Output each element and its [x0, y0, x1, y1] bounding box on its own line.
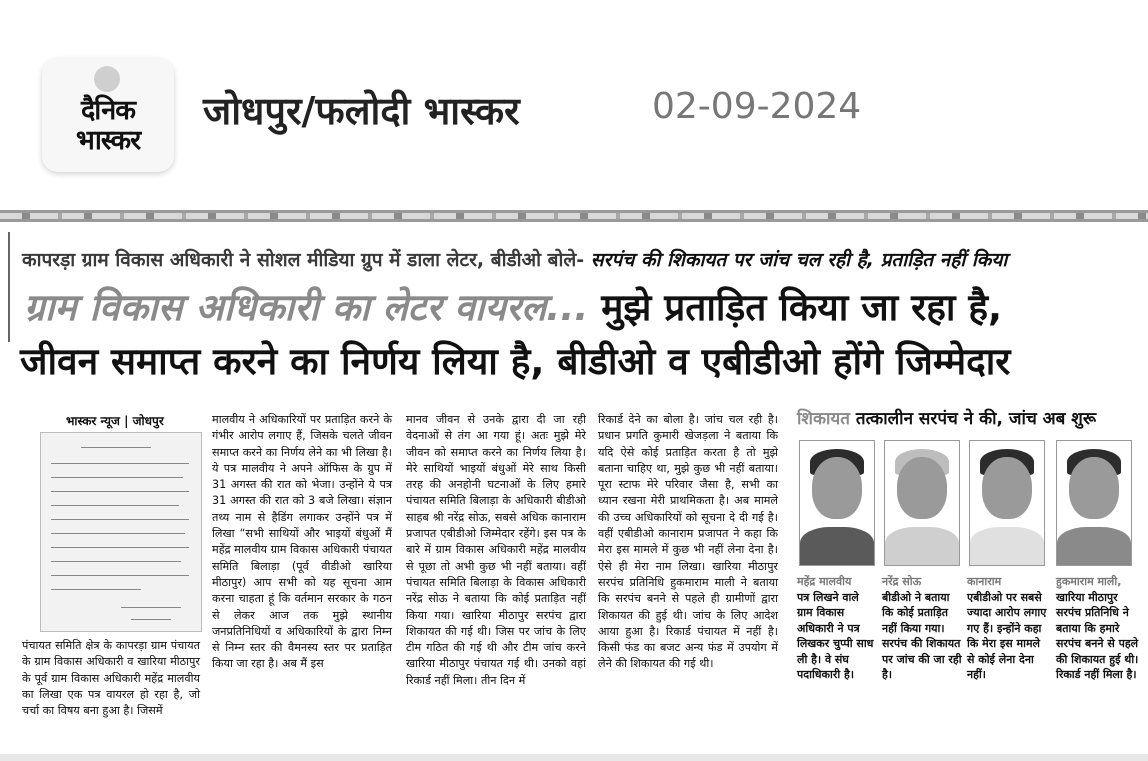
person-photo-icon	[1056, 440, 1132, 566]
person-caption	[882, 574, 962, 683]
sidebar-heading-dark: तत्कालीन सरपंच ने की, जांच अब शुरू	[849, 409, 1097, 429]
article-column-1: पंचायत समिति क्षेत्र के कापरड़ा ग्राम पंचायत के ग्राम विकास अधिकारी व खारिया मीठापुर के पूर्व ग्राम विकास अधिकारी महेंद्र मालवीय का लिखा एक पत्र वायरल हो रहा है, जो चर्चा का विषय बना हुआ है। जिसमें	[22, 639, 200, 718]
publication-name: जोधपुर/फलोदी भास्कर	[203, 89, 520, 133]
page-bottom-strip	[0, 754, 1148, 761]
headline-line-1	[24, 284, 1136, 332]
person-caption	[1056, 574, 1142, 683]
margin-rule	[8, 232, 10, 342]
person-text: बीडीओ ने बताया कि कोई प्रताड़ित नहीं किया गया। सरपंच की शिकायत पर जांच की जा रही है।	[882, 590, 962, 681]
kicker-lead: कापरड़ा ग्राम विकास अधिकारी ने सोशल मीडिया ग्रुप में डाला लेटर, बीडीओ बोले-	[22, 249, 585, 271]
sidebar-heading	[797, 406, 1096, 429]
publication-logo	[42, 58, 174, 172]
kicker	[22, 246, 1132, 272]
person-name: नरेंद्र सोऊ	[882, 575, 922, 588]
article-column-4: रिकार्ड देने का बोला है। जांच चल रही है। प्रधान प्रगति कुमारी खेजड़ला ने बताया कि यदि ऐसे कोई प्रताड़ित करता है तो मुझे बताना चाहिए था, मुझे कुछ भी नहीं बताया। पूरा स्टाफ मेरे परिवार जैसा है, सभी का ध्यान रखना मेरी प्राथमिकता है। अब मामले की उच्च अधिकारियों को सूचना दे दी गई है। वहीं एबीडीओ कानाराम प्रजापत ने कहा कि मेरा इस मामले में कुछ भी नहीं लेना देना है। ऐसे ही मेरा नाम लिखा। खारिया मीठापुर सरपंच प्रतिनिधि हुकमाराम माली ने बताया कि सरपंच बनने से पहले ही ग्रामीणों द्वारा शिकायत की हुई थी। जांच के लिए आदेश आया हुआ है। रिकार्ड पंचायत में नहीं है। किसी फंड का बजट अन्य फंड में उपयोग में लेने की शिकायत की गई थी।	[598, 413, 778, 671]
person-caption	[967, 574, 1047, 683]
page-strip-pattern	[0, 213, 1148, 219]
person-name: कानाराम	[967, 575, 1002, 588]
person-photo-icon	[969, 440, 1045, 566]
logo-line-1: दैनिक	[80, 95, 136, 126]
logo-dot-icon	[94, 66, 120, 92]
person-text: खारिया मीठापुर सरपंच प्रतिनिधि ने बताया कि हमारे सरपंच बनने से पहले की शिकायत हुई थी। रिकार्ड नहीं मिला है।	[1056, 590, 1139, 681]
person-text: पत्र लिखने वाले ग्राम विकास अधिकारी ने पत्र लिखकर चुप्पी साध ली है। वे संघ पदाधिकारी है।	[797, 590, 874, 681]
headline-line-2: जीवन समाप्त करने का निर्णय लिया है, बीडीओ व एबीडीओ होंगे जिम्मेदार	[20, 340, 1011, 383]
person-name: महेंद्र मालवीय	[797, 575, 852, 588]
logo-line-2: भास्कर	[75, 125, 141, 156]
person-caption	[797, 574, 877, 683]
headline-dark: मुझे प्रताड़ित किया जा रहा है,	[588, 286, 1003, 329]
article-column-3: मानव जीवन से उनके द्वारा दी जा रही वेदनाओं से तंग आ गया हूं। अतः मुझे मेरे जीवन को समाप्त करने का निर्णय लिया है। मेरे साथियों भाइयों बंधुओं मेरे साथ किसी तरह की अनहोनी घटनाओं के लिए हमारे पंचायत समिति बिलाड़ा के अधिकारी बीडीओ साहब श्री नरेंद्र सोऊ, सबसे अधिक कानाराम प्रजापत एबीडीओ जिम्मेदार रहेंगे। इस पत्र के बारे में ग्राम विकास अधिकारी महेंद्र मालवीय से पूछा तो अभी कुछ भी नहीं बताया। वहीं पंचायत समिति बिलाड़ा के विकास अधिकारी नरेंद्र सोऊ ने बताया कि कोई प्रताड़ित नहीं किया गया। खारिया मीठापुर सरपंच द्वारा शिकायत की गई थी। जिस पर जांच के लिए टीम गठित की गई थी और टीम जांच करने खारिया मीठापुर पंचायत गई थी। उनको वहां रिकार्ड नहीं मिला। तीन दिन में	[406, 413, 586, 687]
byline: भास्कर न्यूज | जोधपुर	[66, 414, 164, 428]
handwritten-letter-image	[40, 432, 202, 632]
sidebar-heading-gray: शिकायत	[797, 409, 850, 429]
person-photo-icon	[884, 440, 960, 566]
person-name: हुकमाराम माली,	[1056, 575, 1122, 588]
person-photo-icon	[799, 440, 875, 566]
publication-date: 02-09-2024	[652, 86, 862, 127]
person-text: एबीडीओ पर सबसे ज्यादा आरोप लगाए गए हैं। इन्होंने कहा कि मेरा इस मामले से कोई लेना देना नहीं।	[967, 590, 1047, 681]
article-column-2: मालवीय ने अधिकारियों पर प्रताड़ित करने के गंभीर आरोप लगाए हैं, जिसके चलते जीवन समाप्त करने का निर्णय लेने का भी लिखा है। ये पत्र मालवीय ने अपने ऑफिस के ग्रुप में 31 अगस्त की रात को भेजा। उन्होंने ये पत्र 31 अगस्त की रात को 3 बजे लिखा। संज्ञान तथ्य नाम से हैडिंग लगाकर उन्होंने पत्र में लिखा “सभी साथियों और भाइयों बंधुओं मैं महेंद्र मालवीय ग्राम विकास अधिकारी पंचायत समिति बिलाड़ा (पूर्व वीडीओ खारिया मीठापुर) आप सभी को यह सूचना आम करना चाहता हूं कि वर्तमान सरकार के गठन से लेकर आज तक मुझे स्थानीय जनप्रतिनिधियों व अधिकारियों के द्वारा निम्न से निम्न स्तर की वैमनस्य स्तर पर प्रताड़ित किया जा रहा है। अब मैं इस	[212, 413, 392, 671]
headline-gray: ग्राम विकास अधिकारी का लेटर वायरल...	[24, 286, 589, 329]
kicker-quote: सरपंच की शिकायत पर जांच चल रही है, प्रताड़ित नहीं किया	[590, 249, 1008, 271]
